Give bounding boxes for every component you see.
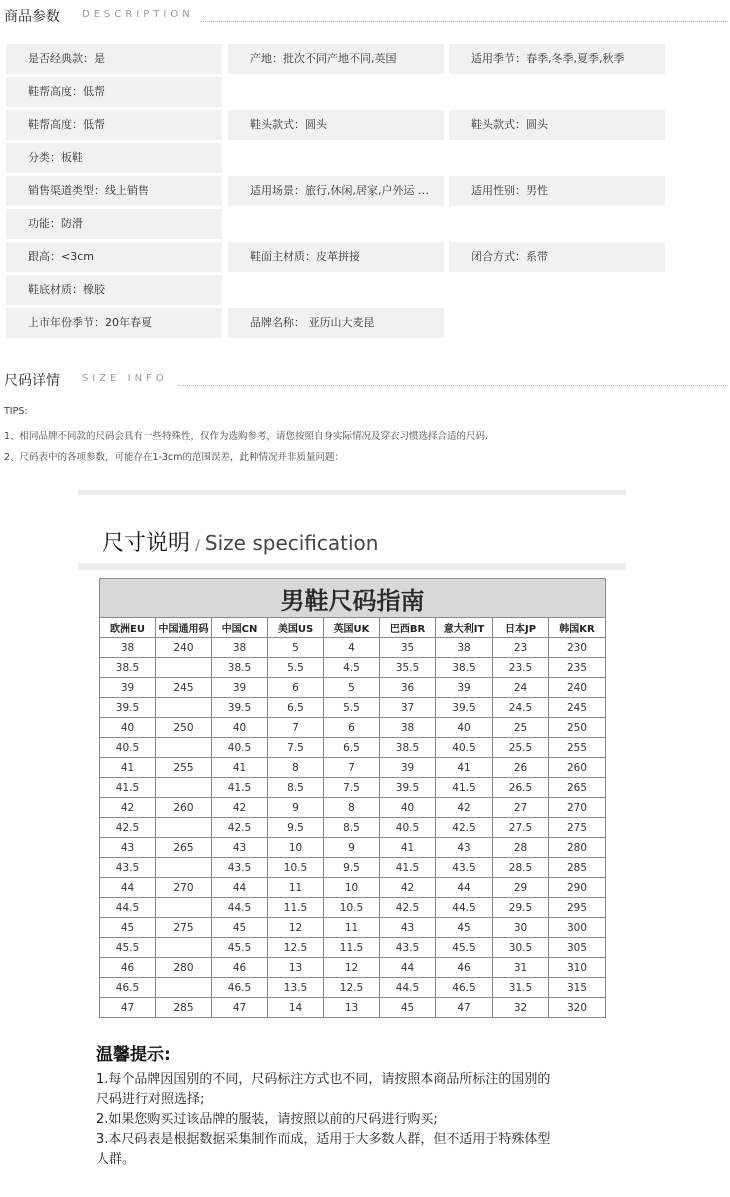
size-chart-cell: 38.5	[436, 658, 493, 678]
size-chart-cell: 13.5	[268, 978, 324, 998]
size-chart-body	[100, 638, 606, 1018]
size-chart-row	[100, 678, 606, 698]
param-cell: 是否经典款：是	[6, 44, 222, 74]
size-chart-cell: 37	[380, 698, 436, 718]
size-chart-cell: 38	[436, 638, 493, 658]
params-section-subtitle: DESCRIPTION	[82, 9, 194, 20]
size-chart-cell: 6	[324, 718, 380, 738]
size-chart-cell: 4.5	[324, 658, 380, 678]
size-chart-row	[100, 638, 606, 658]
spec-top-bar	[78, 490, 626, 495]
size-chart-cell: 43	[212, 838, 268, 858]
size-chart-cell: 245	[156, 678, 212, 698]
tips-label: TIPS:	[4, 406, 28, 417]
size-chart-cell: 23	[493, 638, 549, 658]
size-chart-cell: 8	[268, 758, 324, 778]
param-cell: 适用季节：春季,冬季,夏季,秋季	[449, 44, 665, 74]
param-cell: 品牌名称： 亚历山大麦昆	[228, 308, 444, 338]
param-cell: 鞋底材质：橡胶	[6, 275, 222, 305]
size-chart-cell: 11.5	[324, 938, 380, 958]
size-chart-cell: 40.5	[380, 818, 436, 838]
size-chart-cell: 8	[324, 798, 380, 818]
size-chart-cell: 43	[436, 838, 493, 858]
size-chart-cell: 45	[100, 918, 156, 938]
size-chart-cell: 46	[436, 958, 493, 978]
warm-tip-3b: 人群。	[96, 1152, 136, 1167]
spec-bottom-bar	[78, 563, 626, 570]
size-chart-cell: 305	[549, 938, 606, 958]
size-chart-row	[100, 718, 606, 738]
size-chart-cell	[156, 818, 212, 838]
size-chart-row	[100, 998, 606, 1018]
size-chart-cell: 255	[549, 738, 606, 758]
size-chart-cell: 11.5	[268, 898, 324, 918]
size-chart-row	[100, 858, 606, 878]
size-chart-cell: 25	[493, 718, 549, 738]
size-chart-cell: 41	[436, 758, 493, 778]
warm-tip-2: 2.如果您购买过该品牌的服装，请按照以前的尺码进行购买;	[96, 1112, 438, 1127]
size-chart-cell: 47	[100, 998, 156, 1018]
size-chart-cell: 8.5	[268, 778, 324, 798]
size-chart-row	[100, 978, 606, 998]
size-chart-cell: 11	[268, 878, 324, 898]
size-chart-cell: 42.5	[380, 898, 436, 918]
size-chart-cell: 46.5	[212, 978, 268, 998]
size-chart-cell: 40	[212, 718, 268, 738]
param-cell: 跟高：<3cm	[6, 242, 222, 272]
param-cell: 产地：批次不同产地不同,英国	[228, 44, 444, 74]
size-chart-cell: 46.5	[436, 978, 493, 998]
size-chart-cell: 27	[493, 798, 549, 818]
size-section-subtitle: SIZE INFO	[82, 373, 168, 384]
size-chart-cell: 240	[156, 638, 212, 658]
size-chart-cell: 11	[324, 918, 380, 938]
size-chart-row	[100, 938, 606, 958]
size-chart-cell: 275	[156, 918, 212, 938]
size-chart-cell: 42	[380, 878, 436, 898]
size-chart-cell: 31.5	[493, 978, 549, 998]
size-chart-cell: 38.5	[380, 738, 436, 758]
size-chart-cell: 290	[549, 878, 606, 898]
size-chart-cell: 42.5	[212, 818, 268, 838]
size-chart-cell: 39	[380, 758, 436, 778]
size-chart-cell: 40.5	[212, 738, 268, 758]
tips-line-1: 1、相同品牌不同款的尺码会具有一些特殊性，仅作为选购参考，请您按照自身实际情况及穿衣习惯选择合适的尺码.	[4, 431, 489, 442]
size-chart-cell: 35.5	[380, 658, 436, 678]
param-cell: 鞋帮高度：低帮	[6, 110, 222, 140]
size-chart-cell: 41.5	[436, 778, 493, 798]
size-chart-row	[100, 658, 606, 678]
size-chart-cell: 30.5	[493, 938, 549, 958]
size-chart-cell: 13	[268, 958, 324, 978]
size-chart-cell: 12	[268, 918, 324, 938]
size-chart-cell	[156, 698, 212, 718]
size-chart-cell	[156, 738, 212, 758]
size-chart-cell: 44.5	[380, 978, 436, 998]
size-chart-column-header: 中国通用码	[156, 618, 212, 638]
size-chart-cell: 27.5	[493, 818, 549, 838]
size-chart-cell: 285	[156, 998, 212, 1018]
size-chart-header-row	[100, 618, 606, 638]
size-chart-cell: 12	[324, 958, 380, 978]
spec-heading	[102, 526, 378, 557]
size-chart-cell: 38.5	[212, 658, 268, 678]
size-chart-cell: 39	[436, 678, 493, 698]
param-cell: 鞋面主材质：皮革拼接	[228, 242, 444, 272]
size-chart-cell: 46	[100, 958, 156, 978]
size-chart-row	[100, 758, 606, 778]
size-chart-cell: 43.5	[380, 938, 436, 958]
param-cell: 适用场景：旅行,休闲,居家,户外运 …	[228, 176, 444, 206]
size-chart-cell: 45.5	[436, 938, 493, 958]
params-section-title: 商品参数	[4, 9, 60, 25]
size-header-divider	[178, 385, 728, 386]
size-chart-cell: 270	[549, 798, 606, 818]
param-cell: 鞋头款式：圆头	[449, 110, 665, 140]
size-chart-cell: 39.5	[436, 698, 493, 718]
size-chart-cell: 245	[549, 698, 606, 718]
size-chart-cell: 38	[380, 718, 436, 738]
size-chart-table	[99, 578, 606, 1018]
size-chart-cell: 310	[549, 958, 606, 978]
size-chart-cell: 250	[156, 718, 212, 738]
size-chart-cell: 6.5	[268, 698, 324, 718]
size-chart-cell: 9	[324, 838, 380, 858]
param-cell: 鞋帮高度：低帮	[6, 77, 222, 107]
warm-tip-1b: 尺码进行对照选择;	[96, 1092, 205, 1107]
param-cell: 闭合方式：系带	[449, 242, 665, 272]
size-chart-cell: 265	[156, 838, 212, 858]
param-cell: 销售渠道类型：线上销售	[6, 176, 222, 206]
spec-title: 尺寸说明	[102, 531, 191, 556]
size-chart-cell: 40.5	[436, 738, 493, 758]
size-chart-cell: 39.5	[212, 698, 268, 718]
size-chart-cell: 30	[493, 918, 549, 938]
size-chart-title: 男鞋尺码指南	[100, 579, 606, 618]
size-chart-column-header: 美国US	[268, 618, 324, 638]
size-chart-cell: 42	[100, 798, 156, 818]
size-chart-cell: 47	[212, 998, 268, 1018]
size-chart-cell: 46	[212, 958, 268, 978]
size-chart-column-header: 英国UK	[324, 618, 380, 638]
tips-line-2: 2、尺码表中的各项参数，可能存在1-3cm的范围误差，此种情况并非质量问题：	[4, 452, 345, 463]
size-chart-row	[100, 738, 606, 758]
size-chart-cell: 280	[156, 958, 212, 978]
param-cell: 功能：防滑	[6, 209, 222, 239]
size-chart-cell: 6.5	[324, 738, 380, 758]
size-chart-cell: 285	[549, 858, 606, 878]
size-chart-cell: 5.5	[324, 698, 380, 718]
size-chart-cell: 40	[380, 798, 436, 818]
size-chart-cell: 230	[549, 638, 606, 658]
size-chart-cell: 39.5	[380, 778, 436, 798]
size-chart-cell: 44	[212, 878, 268, 898]
param-cell: 上市年份季节：20年春夏	[6, 308, 222, 338]
size-chart-cell: 9.5	[268, 818, 324, 838]
size-chart-row	[100, 898, 606, 918]
size-chart-cell	[156, 898, 212, 918]
size-chart-cell: 46.5	[100, 978, 156, 998]
size-chart-cell: 38	[212, 638, 268, 658]
size-chart-cell	[156, 778, 212, 798]
size-chart-cell: 7.5	[268, 738, 324, 758]
size-chart-row	[100, 918, 606, 938]
size-chart-cell: 5.5	[268, 658, 324, 678]
size-chart-cell: 270	[156, 878, 212, 898]
size-chart-row	[100, 698, 606, 718]
size-chart-cell: 41	[212, 758, 268, 778]
warm-tip-1a: 1.每个品牌因国别的不同，尺码标注方式也不同，请按照本商品所标注的国别的	[96, 1072, 551, 1087]
size-chart-cell: 12.5	[268, 938, 324, 958]
size-chart-cell: 38	[100, 638, 156, 658]
warm-tips-title: 温馨提示:	[96, 1045, 171, 1065]
size-chart-cell: 7.5	[324, 778, 380, 798]
warm-tip-3a: 3.本尺码表是根据数据采集制作而成，适用于大多数人群，但不适用于特殊体型	[96, 1132, 551, 1147]
size-chart-cell: 43.5	[100, 858, 156, 878]
size-chart-cell: 4	[324, 638, 380, 658]
size-chart-cell: 44.5	[100, 898, 156, 918]
size-chart-cell: 300	[549, 918, 606, 938]
size-chart-column-header: 日本JP	[493, 618, 549, 638]
size-chart-cell: 10	[268, 838, 324, 858]
size-chart-cell: 320	[549, 998, 606, 1018]
size-chart-column-header: 巴西BR	[380, 618, 436, 638]
size-chart-cell: 42.5	[100, 818, 156, 838]
size-chart-cell: 43	[100, 838, 156, 858]
size-chart-cell: 9	[268, 798, 324, 818]
size-chart-cell: 14	[268, 998, 324, 1018]
size-chart-cell: 45	[436, 918, 493, 938]
size-chart-row	[100, 818, 606, 838]
size-chart-cell: 44.5	[212, 898, 268, 918]
size-chart-cell: 7	[268, 718, 324, 738]
size-chart-cell: 45.5	[100, 938, 156, 958]
size-chart-cell: 45	[212, 918, 268, 938]
params-header-divider	[200, 21, 728, 22]
size-chart-cell: 43	[380, 918, 436, 938]
param-cell: 适用性别：男性	[449, 176, 665, 206]
size-chart-cell: 40	[100, 718, 156, 738]
size-chart-cell: 39	[212, 678, 268, 698]
size-chart-cell	[156, 858, 212, 878]
size-chart-cell: 7	[324, 758, 380, 778]
size-chart-cell: 40.5	[100, 738, 156, 758]
size-chart-cell: 24	[493, 678, 549, 698]
param-cell: 分类：板鞋	[6, 143, 222, 173]
size-chart-row	[100, 878, 606, 898]
size-chart-row	[100, 838, 606, 858]
size-chart-cell: 44	[100, 878, 156, 898]
param-cell: 鞋头款式：圆头	[228, 110, 444, 140]
size-chart-cell: 47	[436, 998, 493, 1018]
size-chart-row	[100, 798, 606, 818]
size-section-title: 尺码详情	[4, 373, 60, 389]
size-chart-cell	[156, 938, 212, 958]
size-chart-cell: 41	[100, 758, 156, 778]
size-chart-cell: 12.5	[324, 978, 380, 998]
size-chart-row	[100, 958, 606, 978]
size-chart-cell: 5	[324, 678, 380, 698]
size-chart-cell: 275	[549, 818, 606, 838]
size-chart-cell: 45.5	[212, 938, 268, 958]
size-chart-row	[100, 778, 606, 798]
size-chart-cell: 240	[549, 678, 606, 698]
size-chart-cell: 26	[493, 758, 549, 778]
size-chart-cell: 41.5	[212, 778, 268, 798]
size-chart-cell: 29	[493, 878, 549, 898]
size-chart-cell: 9.5	[324, 858, 380, 878]
size-chart-cell: 10.5	[268, 858, 324, 878]
size-chart-cell: 42	[212, 798, 268, 818]
size-chart-cell: 41.5	[100, 778, 156, 798]
size-chart-column-header: 欧洲EU	[100, 618, 156, 638]
size-chart-cell	[156, 978, 212, 998]
size-chart-cell: 42.5	[436, 818, 493, 838]
size-chart-cell: 255	[156, 758, 212, 778]
size-chart-cell	[156, 658, 212, 678]
size-chart-cell: 6	[268, 678, 324, 698]
size-chart-cell: 13	[324, 998, 380, 1018]
size-chart-cell: 28	[493, 838, 549, 858]
size-chart-cell: 260	[156, 798, 212, 818]
size-chart-cell: 45	[380, 998, 436, 1018]
size-chart-cell: 25.5	[493, 738, 549, 758]
size-chart-cell: 32	[493, 998, 549, 1018]
size-chart-cell: 10	[324, 878, 380, 898]
size-chart-cell: 40	[436, 718, 493, 738]
size-chart-cell: 44	[380, 958, 436, 978]
spec-slash: /	[195, 538, 200, 554]
size-chart-cell: 10.5	[324, 898, 380, 918]
size-chart-cell: 41	[380, 838, 436, 858]
size-chart-column-header: 中国CN	[212, 618, 268, 638]
spec-subtitle: Size specification	[204, 531, 379, 555]
size-chart-cell: 35	[380, 638, 436, 658]
size-chart-cell: 315	[549, 978, 606, 998]
size-chart-cell: 44.5	[436, 898, 493, 918]
size-chart-cell: 265	[549, 778, 606, 798]
size-chart-cell: 31	[493, 958, 549, 978]
size-chart-cell: 26.5	[493, 778, 549, 798]
size-chart-column-header: 韩国KR	[549, 618, 606, 638]
size-chart-column-header: 意大利IT	[436, 618, 493, 638]
size-chart-cell: 8.5	[324, 818, 380, 838]
size-chart-cell: 29.5	[493, 898, 549, 918]
size-chart-cell: 23.5	[493, 658, 549, 678]
size-chart-cell: 36	[380, 678, 436, 698]
size-chart-cell: 280	[549, 838, 606, 858]
size-chart-cell: 42	[436, 798, 493, 818]
size-chart-cell: 24.5	[493, 698, 549, 718]
size-chart-cell: 5	[268, 638, 324, 658]
size-chart-cell: 260	[549, 758, 606, 778]
size-chart-cell: 38.5	[100, 658, 156, 678]
size-chart-cell: 28.5	[493, 858, 549, 878]
size-chart-cell: 295	[549, 898, 606, 918]
size-chart-cell: 44	[436, 878, 493, 898]
size-chart-cell: 39	[100, 678, 156, 698]
size-chart-cell: 235	[549, 658, 606, 678]
size-chart-cell: 43.5	[436, 858, 493, 878]
size-chart-cell: 43.5	[212, 858, 268, 878]
size-chart-cell: 41.5	[380, 858, 436, 878]
size-chart-cell: 39.5	[100, 698, 156, 718]
size-chart-cell: 250	[549, 718, 606, 738]
